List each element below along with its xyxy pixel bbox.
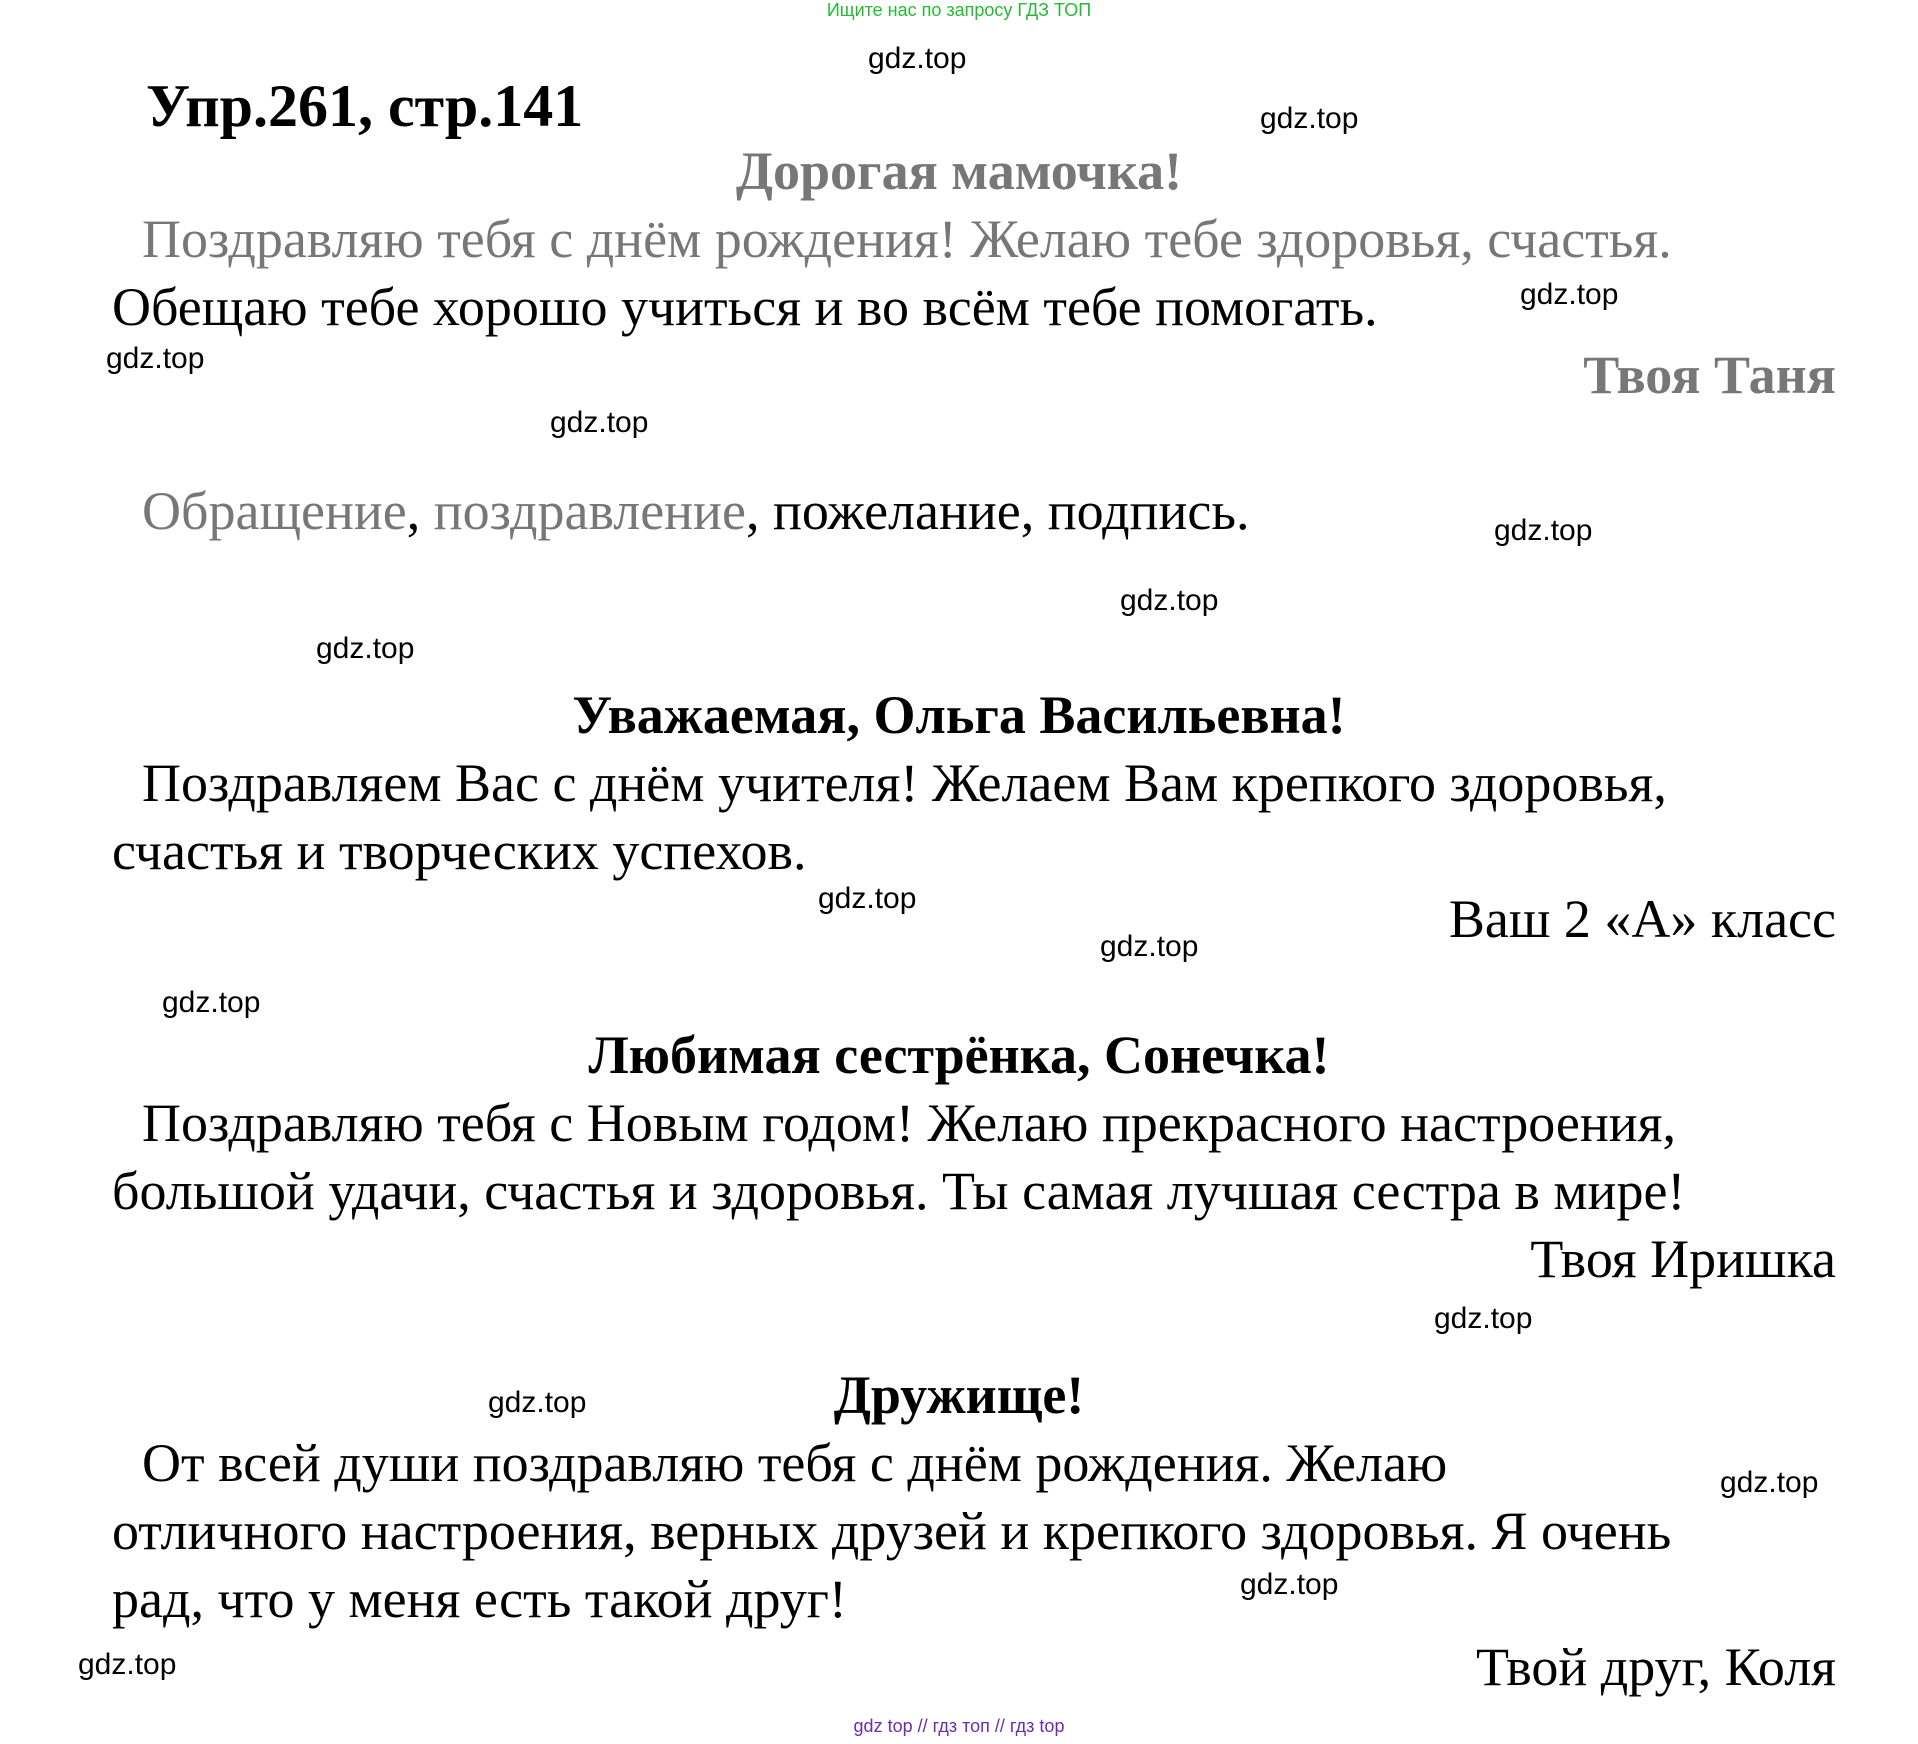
search-banner: Ищите нас по запросу ГДЗ ТОП — [826, 0, 1092, 20]
letter3-heading: Любимая сестрёнка, Сонечка! — [588, 1025, 1330, 1085]
watermark: gdz.top — [1720, 1466, 1819, 1499]
letter2-heading: Уважаемая, Ольга Васильевна! — [572, 685, 1346, 745]
letter3-line1: Поздравляю тебя с Новым годом! Желаю прекрасного настроения, — [142, 1093, 1676, 1153]
letter3-line2: большой удачи, счастья и здоровья. Ты самая лучшая сестра в мире! — [112, 1161, 1686, 1221]
letter2-signature: Ваш 2 «А» класс — [1448, 889, 1836, 949]
watermark: gdz.top — [1100, 930, 1199, 963]
watermark: gdz.top — [78, 1648, 177, 1681]
watermark: gdz.top — [162, 986, 261, 1019]
letter4-signature: Твой друг, Коля — [1475, 1637, 1836, 1697]
watermark: gdz.top — [106, 342, 205, 375]
letter4-heading: Дружище! — [833, 1365, 1085, 1425]
letter2-line2: счастья и творческих успехов. — [112, 821, 807, 881]
letter2-line1: Поздравляем Вас с днём учителя! Желаем Вам крепкого здоровья, — [142, 753, 1667, 813]
letter-parts-line — [142, 480, 1249, 542]
letter4-line1: От всей души поздравляю тебя с днём рождения. Желаю — [142, 1433, 1448, 1493]
footer-links: gdz top // гдз топ // гдз top — [853, 1716, 1065, 1736]
letter1-line1-part2: Желаю тебе здоровья, счастья. — [956, 209, 1672, 269]
watermark: gdz.top — [1520, 278, 1619, 311]
letter3-signature: Твоя Иришка — [1530, 1229, 1836, 1289]
watermark: gdz.top — [550, 406, 649, 439]
part-sep1: , — [406, 481, 434, 541]
watermark: gdz.top — [1434, 1302, 1533, 1335]
watermark: gdz.top — [1240, 1568, 1339, 1601]
letter1-heading: Дорогая мамочка! — [735, 141, 1183, 201]
letter1-line2: Обещаю тебе хорошо учиться и во всём тебе помогать. — [112, 277, 1378, 337]
watermark: gdz.top — [316, 632, 415, 665]
watermark: gdz.top — [1120, 584, 1219, 617]
part-address: Обращение — [142, 481, 407, 541]
page-title: Упр.261, стр.141 — [146, 73, 584, 139]
watermark: gdz.top — [488, 1386, 587, 1419]
watermark: gdz.top — [1494, 514, 1593, 547]
letter1-line1-part1: Поздравляю тебя с днём рождения! — [142, 209, 957, 269]
letter1-line1 — [142, 208, 1672, 270]
watermark: gdz.top — [868, 42, 967, 75]
letter4-line2: отличного настроения, верных друзей и крепкого здоровья. Я очень — [112, 1501, 1672, 1561]
letter4-line3: рад, что у меня есть такой друг! — [112, 1569, 847, 1629]
watermark: gdz.top — [1260, 102, 1359, 135]
part-rest: , пожелание, подпись. — [745, 481, 1250, 541]
part-congratulation: поздравление — [433, 481, 746, 541]
letter1-signature: Твоя Таня — [1583, 345, 1836, 405]
watermark: gdz.top — [818, 882, 917, 915]
